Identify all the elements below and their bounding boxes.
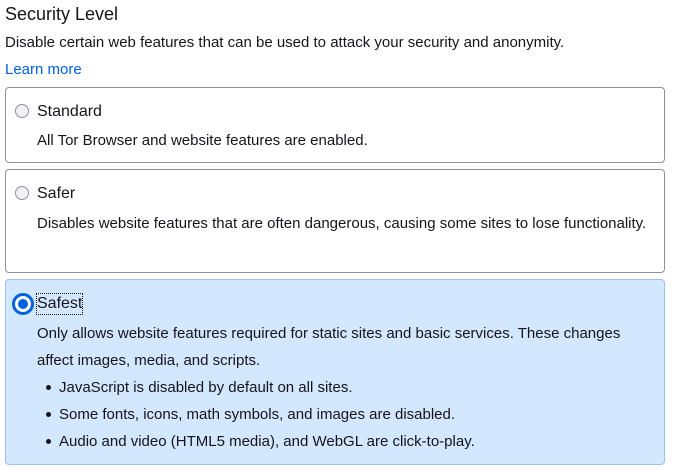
bullet-icon	[46, 412, 51, 417]
security-option-safest[interactable]	[5, 279, 665, 465]
option-description-safer: Disables website features that are often dangerous, causing some sites to lose functionality.	[37, 215, 647, 232]
bullet-icon	[46, 385, 51, 390]
option-label-safest[interactable]: Safest	[37, 295, 83, 312]
option-description-safest: Only allows website features required for static sites and basic services. These changes affect images, media, and scripts.	[37, 325, 621, 369]
security-option-standard[interactable]	[5, 87, 665, 163]
bullet-icon	[46, 439, 51, 444]
list-item	[37, 401, 475, 428]
bullet-text: Audio and video (HTML5 media), and WebGL are click-to-play.	[59, 433, 475, 450]
bullet-text: Some fonts, icons, math symbols, and images are disabled.	[59, 406, 456, 423]
bullet-text: JavaScript is disabled by default on all sites.	[59, 379, 353, 396]
security-level-title: Security Level	[5, 4, 119, 24]
safest-restrictions-list	[37, 374, 475, 455]
option-label-standard[interactable]: Standard	[37, 103, 102, 120]
option-label-safer[interactable]: Safer	[37, 185, 76, 202]
radio-standard[interactable]	[15, 104, 29, 118]
security-option-safer[interactable]	[5, 169, 665, 273]
radio-safest[interactable]	[12, 293, 34, 315]
learn-more-link[interactable]: Learn more	[5, 61, 82, 78]
option-description-standard: All Tor Browser and website features are enabled.	[37, 132, 368, 149]
list-item	[37, 428, 475, 455]
list-item	[37, 374, 475, 401]
security-level-description: Disable certain web features that can be used to attack your security and anonymity.	[5, 34, 565, 51]
radio-safer[interactable]	[15, 186, 29, 200]
